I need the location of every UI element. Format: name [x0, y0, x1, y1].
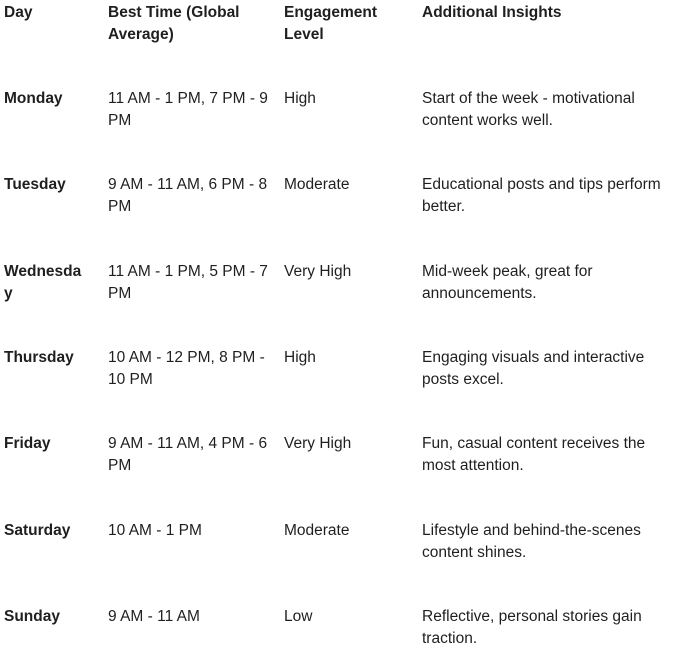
insight-cell: Lifestyle and behind-the-scenes content shines.	[422, 522, 641, 561]
best-time-cell: 10 AM - 1 PM	[108, 522, 202, 539]
engagement-level-cell: Very High	[284, 263, 352, 280]
day-cell: Sunday	[4, 608, 60, 625]
engagement-level-cell: Very High	[284, 435, 352, 452]
day-cell: Monday	[4, 90, 63, 107]
best-time-cell: 9 AM - 11 AM, 4 PM - 6 PM	[108, 435, 268, 474]
engagement-level-cell: Moderate	[284, 176, 350, 193]
engagement-level-cell: High	[284, 90, 316, 107]
engagement-level-cell: Moderate	[284, 522, 350, 539]
day-cell: Wednesday	[4, 263, 82, 302]
day-cell: Thursday	[4, 349, 74, 366]
insight-cell: Mid-week peak, great for announcements.	[422, 263, 593, 302]
best-time-cell: 9 AM - 11 AM	[108, 608, 200, 625]
day-cell: Friday	[4, 435, 51, 452]
insight-cell: Start of the week - motivational content works well.	[422, 90, 635, 129]
best-time-cell: 11 AM - 1 PM, 5 PM - 7 PM	[108, 263, 268, 302]
header-engagement-level: Engagement Level	[284, 4, 378, 43]
header-day: Day	[4, 4, 33, 21]
header-additional-insights: Additional Insights	[422, 4, 562, 21]
best-time-cell: 10 AM - 12 PM, 8 PM - 10 PM	[108, 349, 265, 388]
best-time-cell: 11 AM - 1 PM, 7 PM - 9 PM	[108, 90, 268, 129]
engagement-level-cell: High	[284, 349, 316, 366]
day-cell: Saturday	[4, 522, 71, 539]
engagement-level-cell: Low	[284, 608, 313, 625]
insight-cell: Reflective, personal stories gain traction.	[422, 608, 642, 647]
insight-cell: Engaging visuals and interactive posts excel.	[422, 349, 645, 388]
best-time-cell: 9 AM - 11 AM, 6 PM - 8 PM	[108, 176, 268, 215]
day-cell: Tuesday	[4, 176, 66, 193]
header-best-time: Best Time (Global Average)	[108, 4, 240, 43]
insight-cell: Educational posts and tips perform better.	[422, 176, 661, 215]
insight-cell: Fun, casual content receives the most attention.	[422, 435, 646, 474]
